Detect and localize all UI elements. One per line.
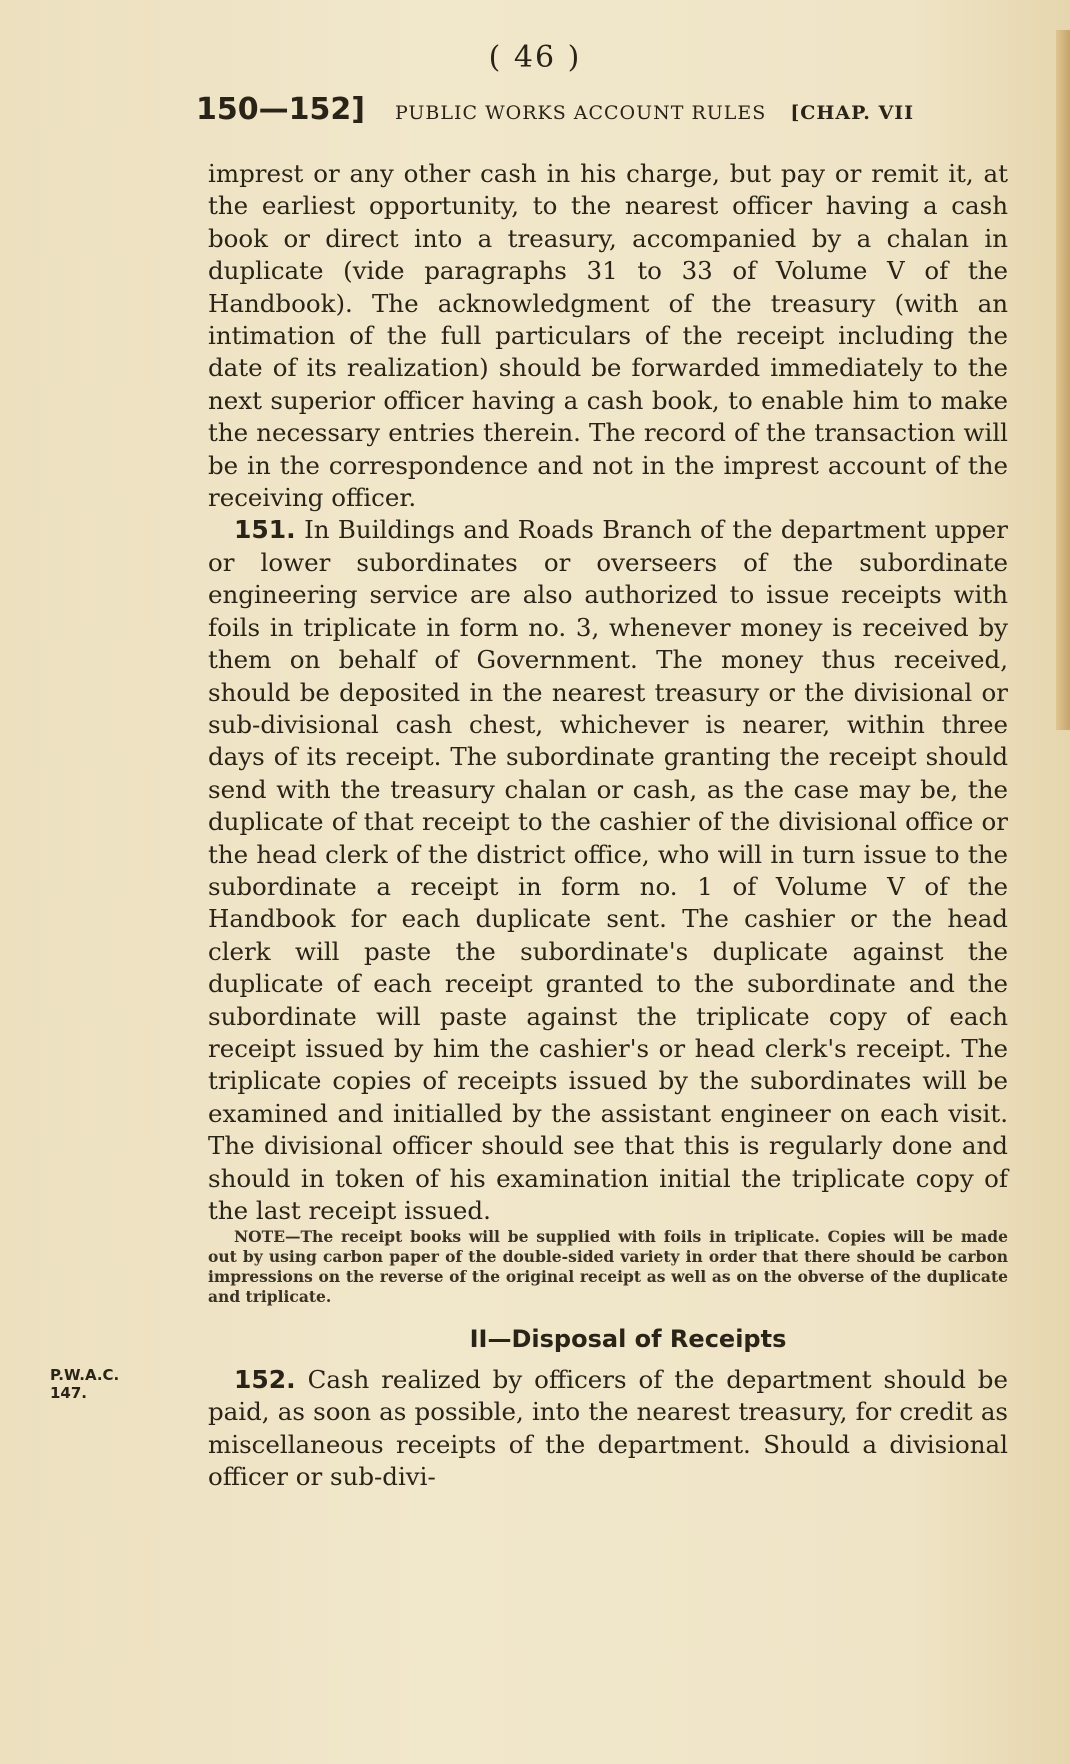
chapter-label: [CHAP. VII [790,102,915,124]
paragraph-number: 151. [234,515,296,545]
page-edge-shadow [1056,30,1070,730]
section-range: 150—152] [196,92,365,127]
paragraph-text: In Buildings and Roads Branch of the department upper or lower subordinates or overseers of the subordinate engineering service are also authorized to issue receipts with foils in triplicate in form no. 3, whenever money is received by them on behalf of Government. The money thus received, should be deposited in the nearest treasury or the divisional or sub-divisional cash chest, whichever is nearer, within three days of its receipt. The subordinate granting the receipt should send with the treasury chalan or cash, as the case may be, the duplicate of that receipt to the cashier of the divisional office or the head clerk of the district office, who will in turn issue to the subordinate a receipt in form no. 1 of Volume V of the Handbook for each duplicate sent. The cashier or the head clerk will paste the subordinate's duplicate against the duplicate of each receipt granted to the subordinate and the subordinate will paste against the triplicate copy of each receipt issued by him the cashier's or head clerk's receipt. The triplicate copies of receipts issued by the subordinates will be examined and initialled by the assistant engineer on each visit. The divisional officer should see that this is regularly done and should in token of his examination initial the triplicate copy of the last receipt issued. [208,515,1008,1225]
paragraph-text: Cash realized by officers of the department should be paid, as soon as possible, into the nearest treasury, for credit as miscellaneous receipts of the department. Should a divisional officer or sub-divi- [208,1364,1008,1492]
margin-reference [50,1366,119,1402]
section-heading: II—Disposal of Receipts [469,1325,787,1354]
note: NOTE—The receipt books will be supplied with foils in triplicate. Copies will be made out by using carbon paper of the double-sided variety in order that there should be carbon impressions on the reverse of the original receipt as well as on the obverse of the duplicate and triplicate. [208,1227,1008,1307]
document-body [208,158,1008,1493]
margin-ref-line: P.W.A.C. [50,1365,120,1384]
paragraph-151 [208,514,1008,1227]
margin-ref-line: 147. [50,1383,88,1402]
paragraph-152 [208,1364,1008,1494]
running-header [196,92,1016,127]
paragraph-150-continued: imprest or any other cash in his charge, but pay or remit it, at the earliest opportunity, to the nearest officer having a cash book or direct into a treasury, accompanied by a chalan in duplicate (vide paragraphs 31 to 33 of Volume V of the Handbook). The acknowledgment of the treasury (with an intimation of the full particulars of the receipt including the date of its realization) should be forwarded immediately to the next superior officer having a cash book, to enable him to make the necessary entries therein. The record of the transaction will be in the correspondence and not in the imprest account of the receiving officer. [208,159,1008,513]
paragraph-number: 152. [234,1364,296,1394]
running-title: PUBLIC WORKS ACCOUNT RULES [394,102,767,124]
page-number: ( 46 ) [488,40,582,75]
